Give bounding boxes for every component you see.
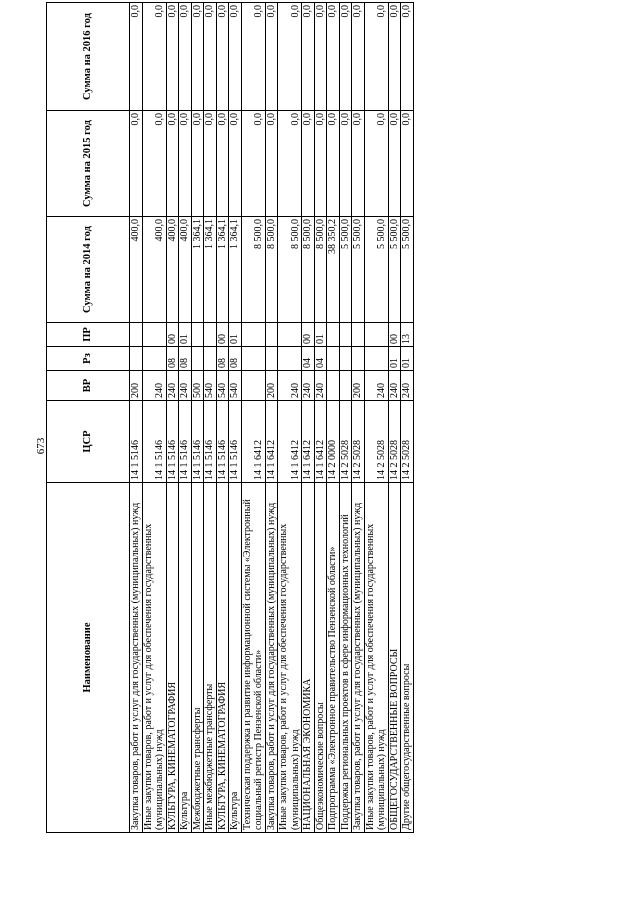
cell-sum-2015: 0,0 (142, 111, 166, 217)
cell-csr: 14 2 5028 (401, 401, 414, 483)
cell-name: Межбюджетные трансферты (191, 483, 204, 833)
cell-sum-2014: 5 500,0 (352, 217, 365, 323)
cell-pr: 00 (216, 323, 229, 347)
table-row (352, 3, 365, 833)
cell-csr: 14 1 5146 (179, 401, 192, 483)
budget-table (46, 2, 414, 833)
cell-sum-2015: 0,0 (364, 111, 388, 217)
cell-sum-2014: 8 500,0 (314, 217, 327, 323)
cell-sum-2014: 1 364,1 (229, 217, 242, 323)
cell-vr: 240 (166, 371, 179, 401)
cell-sum-2015: 0,0 (302, 111, 315, 217)
cell-pr (339, 323, 352, 347)
cell-sum-2014: 5 500,0 (364, 217, 388, 323)
cell-csr: 14 1 6412 (241, 401, 265, 483)
cell-sum-2014: 5 500,0 (401, 217, 414, 323)
cell-vr: 240 (401, 371, 414, 401)
table-row (302, 3, 315, 833)
cell-csr: 14 1 5146 (204, 401, 217, 483)
cell-rz: 04 (314, 347, 327, 371)
cell-rz: 08 (216, 347, 229, 371)
header-sum-2016: Сумма на 2016 год (47, 3, 130, 111)
cell-vr: 540 (216, 371, 229, 401)
cell-sum-2015: 0,0 (327, 111, 340, 217)
cell-sum-2016: 0,0 (327, 3, 340, 111)
cell-rz (278, 347, 302, 371)
cell-rz (339, 347, 352, 371)
cell-name: Техническая поддержка и развитие информационной системы «Электронный социальный регистр Пензенской области» (241, 483, 265, 833)
page-number: 673 (35, 437, 47, 455)
cell-sum-2016: 0,0 (241, 3, 265, 111)
cell-sum-2016: 0,0 (278, 3, 302, 111)
cell-sum-2016: 0,0 (265, 3, 278, 111)
cell-csr: 14 1 5146 (229, 401, 242, 483)
cell-vr (241, 371, 265, 401)
cell-name: Поддержка региональных проектов в сфере информационных технологий (339, 483, 352, 833)
cell-pr: 01 (179, 323, 192, 347)
cell-csr: 14 1 6412 (278, 401, 302, 483)
cell-vr: 240 (278, 371, 302, 401)
cell-sum-2014: 5 500,0 (388, 217, 401, 323)
header-csr: ЦСР (47, 401, 130, 483)
cell-sum-2014: 1 364,1 (216, 217, 229, 323)
cell-pr (130, 323, 143, 347)
cell-vr (339, 371, 352, 401)
cell-name: НАЦИОНАЛЬНАЯ ЭКОНОМИКА (302, 483, 315, 833)
cell-sum-2014: 8 500,0 (278, 217, 302, 323)
cell-rz (265, 347, 278, 371)
cell-name: Иные закупки товаров, работ и услуг для обеспечения государственных (муниципальных) нужд (142, 483, 166, 833)
table-row (265, 3, 278, 833)
cell-name: Другие общегосударственные вопросы (401, 483, 414, 833)
cell-sum-2014: 38 350,2 (327, 217, 340, 323)
table-row (179, 3, 192, 833)
header-pr: ПР (47, 323, 130, 347)
cell-name: Иные межбюджетные трансферты (204, 483, 217, 833)
cell-csr: 14 2 5028 (352, 401, 365, 483)
cell-csr: 14 2 5028 (388, 401, 401, 483)
cell-sum-2015: 0,0 (191, 111, 204, 217)
rotated-table-container (46, 3, 606, 833)
cell-sum-2014: 400,0 (179, 217, 192, 323)
header-sum-2015: Сумма на 2015 год (47, 111, 130, 217)
cell-sum-2015: 0,0 (401, 111, 414, 217)
table-row (216, 3, 229, 833)
cell-pr: 00 (388, 323, 401, 347)
cell-sum-2016: 0,0 (142, 3, 166, 111)
cell-vr: 240 (302, 371, 315, 401)
cell-name: Культура (179, 483, 192, 833)
cell-vr: 240 (179, 371, 192, 401)
cell-rz (352, 347, 365, 371)
cell-sum-2015: 0,0 (314, 111, 327, 217)
cell-sum-2015: 0,0 (179, 111, 192, 217)
cell-name: Общеэкономические вопросы (314, 483, 327, 833)
cell-pr (142, 323, 166, 347)
cell-name: Иные закупки товаров, работ и услуг для обеспечения государственных (муниципальных) нужд (364, 483, 388, 833)
cell-sum-2015: 0,0 (229, 111, 242, 217)
cell-rz: 04 (302, 347, 315, 371)
table-body (130, 3, 414, 833)
cell-sum-2016: 0,0 (339, 3, 352, 111)
cell-sum-2016: 0,0 (364, 3, 388, 111)
cell-csr: 14 2 0000 (327, 401, 340, 483)
cell-sum-2014: 1 364,1 (204, 217, 217, 323)
cell-pr (204, 323, 217, 347)
table-row (166, 3, 179, 833)
cell-sum-2016: 0,0 (191, 3, 204, 111)
cell-vr: 200 (130, 371, 143, 401)
cell-csr: 14 1 6412 (302, 401, 315, 483)
cell-sum-2014: 8 500,0 (241, 217, 265, 323)
cell-pr (278, 323, 302, 347)
cell-pr (364, 323, 388, 347)
cell-sum-2015: 0,0 (265, 111, 278, 217)
cell-sum-2016: 0,0 (352, 3, 365, 111)
cell-name: Закупка товаров, работ и услуг для государственных (муниципальных) нужд (352, 483, 365, 833)
cell-rz: 01 (388, 347, 401, 371)
cell-sum-2015: 0,0 (204, 111, 217, 217)
cell-rz (204, 347, 217, 371)
table-row (364, 3, 388, 833)
cell-pr: 00 (166, 323, 179, 347)
cell-vr: 240 (142, 371, 166, 401)
cell-name: Культура (229, 483, 242, 833)
cell-csr: 14 2 5028 (364, 401, 388, 483)
cell-rz (327, 347, 340, 371)
cell-rz (241, 347, 265, 371)
cell-rz (364, 347, 388, 371)
cell-name: Закупка товаров, работ и услуг для государственных (муниципальных) нужд (265, 483, 278, 833)
table-row (401, 3, 414, 833)
cell-pr: 00 (302, 323, 315, 347)
cell-sum-2016: 0,0 (302, 3, 315, 111)
cell-name: КУЛЬТУРА, КИНЕМАТОГРАФИЯ (216, 483, 229, 833)
cell-sum-2016: 0,0 (401, 3, 414, 111)
cell-sum-2015: 0,0 (166, 111, 179, 217)
header-vr: ВР (47, 371, 130, 401)
cell-pr (191, 323, 204, 347)
cell-sum-2016: 0,0 (179, 3, 192, 111)
table-row (278, 3, 302, 833)
cell-sum-2014: 8 500,0 (265, 217, 278, 323)
cell-sum-2015: 0,0 (278, 111, 302, 217)
table-row (241, 3, 265, 833)
cell-name: Закупка товаров, работ и услуг для государственных (муниципальных) нужд (130, 483, 143, 833)
table-row (191, 3, 204, 833)
cell-csr: 14 1 5146 (216, 401, 229, 483)
cell-sum-2014: 5 500,0 (339, 217, 352, 323)
cell-pr (265, 323, 278, 347)
cell-rz: 08 (229, 347, 242, 371)
cell-vr: 500 (191, 371, 204, 401)
cell-pr: 13 (401, 323, 414, 347)
cell-pr: 01 (229, 323, 242, 347)
cell-pr (352, 323, 365, 347)
table-row (142, 3, 166, 833)
cell-pr: 01 (314, 323, 327, 347)
table-row (388, 3, 401, 833)
cell-sum-2016: 0,0 (229, 3, 242, 111)
cell-pr (241, 323, 265, 347)
table-row (229, 3, 242, 833)
cell-csr: 14 2 5028 (339, 401, 352, 483)
cell-sum-2014: 400,0 (142, 217, 166, 323)
cell-vr: 540 (229, 371, 242, 401)
cell-name: ОБЩЕГОСУДАРСТВЕННЫЕ ВОПРОСЫ (388, 483, 401, 833)
cell-sum-2016: 0,0 (388, 3, 401, 111)
cell-sum-2015: 0,0 (388, 111, 401, 217)
cell-rz (142, 347, 166, 371)
cell-sum-2015: 0,0 (216, 111, 229, 217)
cell-csr: 14 1 5146 (191, 401, 204, 483)
cell-sum-2015: 0,0 (241, 111, 265, 217)
cell-sum-2015: 0,0 (352, 111, 365, 217)
cell-sum-2016: 0,0 (166, 3, 179, 111)
cell-csr: 14 1 6412 (314, 401, 327, 483)
cell-vr: 240 (388, 371, 401, 401)
cell-vr: 240 (364, 371, 388, 401)
cell-rz (130, 347, 143, 371)
cell-name: Подпрограмма «Электронное правительство Пензенской области» (327, 483, 340, 833)
cell-sum-2016: 0,0 (216, 3, 229, 111)
cell-sum-2016: 0,0 (130, 3, 143, 111)
cell-rz (191, 347, 204, 371)
header-name: Наименование (47, 483, 130, 833)
table-row (204, 3, 217, 833)
cell-vr: 540 (204, 371, 217, 401)
cell-sum-2014: 1 364,1 (191, 217, 204, 323)
table-row (327, 3, 340, 833)
cell-rz: 08 (179, 347, 192, 371)
cell-sum-2015: 0,0 (130, 111, 143, 217)
cell-csr: 14 1 5146 (166, 401, 179, 483)
cell-rz: 08 (166, 347, 179, 371)
cell-vr: 200 (265, 371, 278, 401)
header-rz: Рз (47, 347, 130, 371)
table-row (339, 3, 352, 833)
cell-sum-2015: 0,0 (339, 111, 352, 217)
cell-sum-2016: 0,0 (314, 3, 327, 111)
cell-vr (327, 371, 340, 401)
table-header-row (47, 3, 130, 833)
cell-sum-2014: 400,0 (130, 217, 143, 323)
cell-csr: 14 1 5146 (130, 401, 143, 483)
cell-name: Иные закупки товаров, работ и услуг для обеспечения государственных (муниципальных) нужд (278, 483, 302, 833)
cell-pr (327, 323, 340, 347)
cell-vr: 200 (352, 371, 365, 401)
table-row (314, 3, 327, 833)
cell-sum-2014: 8 500,0 (302, 217, 315, 323)
header-sum-2014: Сумма на 2014 год (47, 217, 130, 323)
cell-sum-2016: 0,0 (204, 3, 217, 111)
cell-sum-2014: 400,0 (166, 217, 179, 323)
cell-name: КУЛЬТУРА, КИНЕМАТОГРАФИЯ (166, 483, 179, 833)
cell-rz: 01 (401, 347, 414, 371)
table-row (130, 3, 143, 833)
cell-csr: 14 1 6412 (265, 401, 278, 483)
cell-csr: 14 1 5146 (142, 401, 166, 483)
cell-vr: 240 (314, 371, 327, 401)
